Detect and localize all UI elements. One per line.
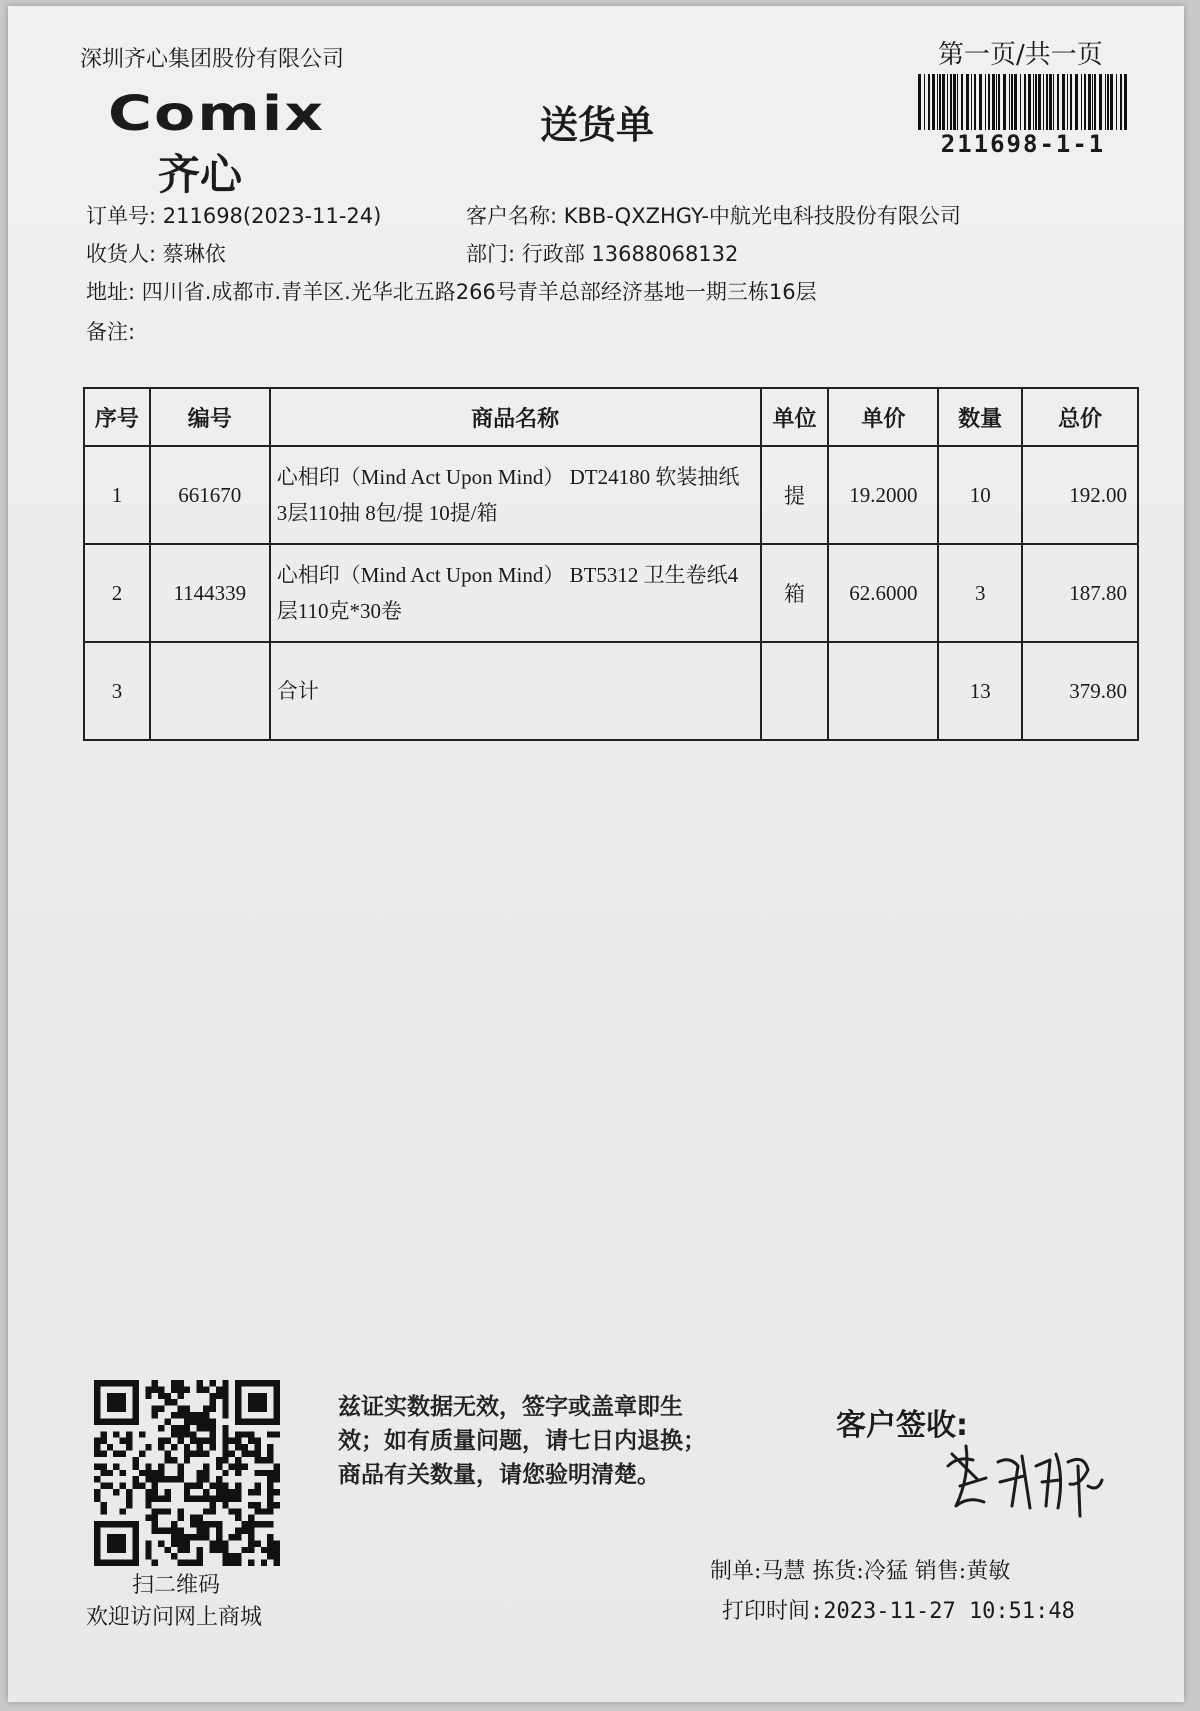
qr-caption: 扫二维码: [132, 1573, 221, 1598]
header-unit-price: 单价: [828, 388, 938, 446]
cell-code: 661670: [150, 446, 270, 544]
notice-text: [338, 1390, 706, 1492]
table-header-row: [84, 388, 1138, 446]
header-code: 编号: [150, 388, 270, 446]
print-time: 打印时间:2023-11-27 10:51:48: [722, 1599, 1075, 1624]
handwritten-signature: [938, 1436, 1108, 1526]
document-title: 送货单: [540, 103, 655, 147]
receiver: 收货人: 蔡琳依: [86, 242, 226, 266]
cell-unit-price: 62.6000: [828, 544, 938, 642]
header-product-name: 商品名称: [270, 388, 761, 446]
header-total: 总价: [1022, 388, 1138, 446]
table-row-total: [84, 642, 1138, 740]
customer-signature-label: 客户签收:: [836, 1408, 968, 1443]
header-quantity: 数量: [938, 388, 1022, 446]
cell-seq: 2: [84, 544, 150, 642]
notice-line: 兹证实数据无效，签字或盖章即生: [338, 1394, 683, 1420]
page-info: 第一页/共一页: [938, 40, 1103, 70]
staff-info: 制单:马慧 拣货:冷猛 销售:黄敏: [710, 1559, 1011, 1584]
logo-comix: Comix: [108, 86, 326, 142]
header-unit: 单位: [761, 388, 829, 446]
cell-product-name: 心相印（Mind Act Upon Mind） BT5312 卫生卷纸4层110克*30卷: [270, 544, 761, 642]
barcode-image: [916, 74, 1130, 130]
table-row: [84, 446, 1138, 544]
delivery-note-page: [8, 6, 1184, 1702]
header-seq: 序号: [84, 388, 150, 446]
order-number: 订单号: 211698(2023-11-24): [86, 204, 382, 228]
cell-unit: 提: [761, 446, 829, 544]
logo-qixin: 齐心: [158, 150, 243, 199]
cell-code: 1144339: [150, 544, 270, 642]
cell-total: 187.80: [1022, 544, 1138, 642]
department: 部门: 行政部 13688068132: [466, 242, 739, 266]
cell-product-name: 心相印（Mind Act Upon Mind） DT24180 软装抽纸 3层110抽 8包/提 10提/箱: [270, 446, 761, 544]
cell-quantity: 10: [938, 446, 1022, 544]
customer-name: 客户名称: KBB-QXZHGY-中航光电科技股份有限公司: [466, 204, 961, 228]
cell-product-name: 合计: [270, 642, 761, 740]
cell-quantity: 3: [938, 544, 1022, 642]
notice-line: 效；如有质量问题，请七日内退换；: [338, 1428, 706, 1454]
cell-unit-price: [828, 642, 938, 740]
barcode-number: 211698-1-1: [940, 130, 1106, 158]
address: 地址: 四川省.成都市.青羊区.光华北五路266号青羊总部经济基地一期三栋16层: [86, 280, 817, 304]
notice-line: 商品有关数量，请您验明清楚。: [338, 1462, 660, 1488]
qr-code-icon: [94, 1380, 280, 1566]
cell-unit: 箱: [761, 544, 829, 642]
cell-unit-price: 19.2000: [828, 446, 938, 544]
table-row: [84, 544, 1138, 642]
qr-caption-mall: 欢迎访问网上商城: [86, 1605, 263, 1630]
cell-seq: 1: [84, 446, 150, 544]
cell-total: 192.00: [1022, 446, 1138, 544]
items-table: [83, 387, 1139, 741]
cell-quantity: 13: [938, 642, 1022, 740]
note: 备注:: [86, 320, 136, 344]
cell-total: 379.80: [1022, 642, 1138, 740]
cell-unit: [761, 642, 829, 740]
cell-seq: 3: [84, 642, 150, 740]
company-name: 深圳齐心集团股份有限公司: [80, 47, 345, 72]
cell-code: [150, 642, 270, 740]
